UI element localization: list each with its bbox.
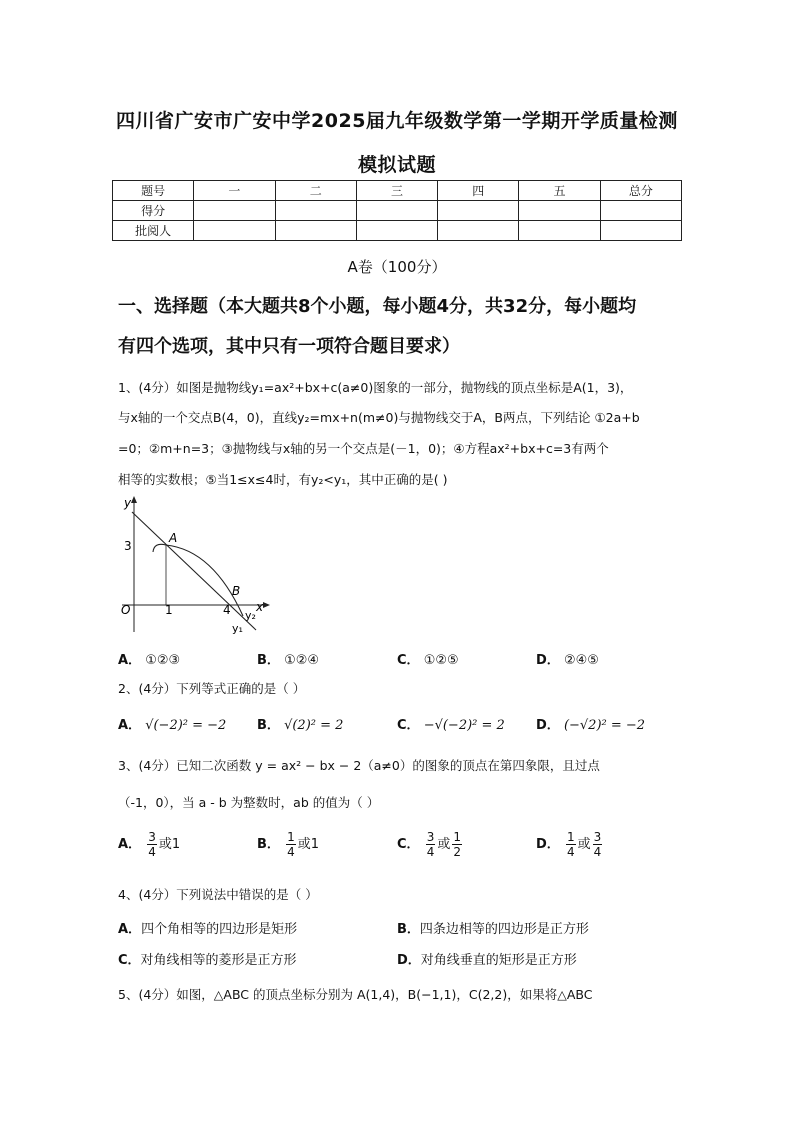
fraction-numerator: 1 xyxy=(287,830,295,844)
q2-option-d[interactable] xyxy=(536,714,645,733)
score-header-cell: 五 xyxy=(519,181,600,201)
q1-line: 与x轴的一个交点B(4，0)，直线y₂=mx+n(m≠0)与抛物线交于A，B两点，下列结论 ①2a+b xyxy=(118,410,640,425)
option-text: 四个角相等的四边形是矩形 xyxy=(141,922,298,937)
score-cell xyxy=(356,201,437,221)
q5-line1: 5、(4分）如图，△ABC 的顶点坐标分别为 A(1,4)，B(−1,1)，C(2,2)，如果将△ABC xyxy=(118,987,593,1002)
score-header-cell: 一 xyxy=(194,181,275,201)
score-cell xyxy=(194,201,275,221)
score-cell xyxy=(356,221,437,241)
q4-option-a[interactable] xyxy=(118,918,297,937)
fraction-denominator: 4 xyxy=(287,845,295,859)
graph-label-y1: y₁ xyxy=(232,622,243,635)
q1-graph xyxy=(118,492,278,637)
score-row-label: 批阅人 xyxy=(113,221,194,241)
fraction-numerator: 1 xyxy=(566,830,575,844)
y-axis-arrow-icon xyxy=(131,496,137,503)
option-letter: C． xyxy=(397,837,420,852)
q2-option-a[interactable] xyxy=(118,714,226,733)
option-text: √(−2)² = −2 xyxy=(145,718,227,733)
fraction-denominator: 4 xyxy=(566,845,575,859)
score-cell xyxy=(438,201,519,221)
q4-option-d[interactable] xyxy=(397,949,577,968)
option-tail: 1 xyxy=(171,837,181,852)
option-letter: A． xyxy=(118,922,142,937)
option-text: ①②④ xyxy=(284,653,320,668)
score-header-cell: 题号 xyxy=(113,181,194,201)
option-letter: C． xyxy=(118,953,141,968)
option-letter: C． xyxy=(397,653,420,668)
exam-title-line1: 四川省广安市广安中学2025届九年级数学第一学期开学质量检测 xyxy=(116,110,678,132)
option-text: ②④⑤ xyxy=(563,653,599,668)
fraction-numerator: 3 xyxy=(148,830,156,844)
score-table-row xyxy=(113,201,682,221)
fraction-numerator: 1 xyxy=(453,830,461,844)
graph-point-b: B xyxy=(232,584,241,598)
score-table-header-row xyxy=(113,181,682,201)
score-header-cell: 三 xyxy=(356,181,437,201)
fraction-denominator: 4 xyxy=(593,845,602,859)
q1-option-d[interactable] xyxy=(536,649,599,668)
option-letter: D． xyxy=(536,837,560,852)
graph-origin-label: O xyxy=(121,603,131,617)
q2-stem: 2、(4分）下列等式正确的是（ ） xyxy=(118,681,306,696)
fraction xyxy=(593,830,603,859)
q3-option-c[interactable] xyxy=(397,830,464,859)
option-letter: C． xyxy=(397,718,420,733)
score-header-cell: 二 xyxy=(275,181,356,201)
option-letter: D． xyxy=(536,653,560,668)
option-letter: B． xyxy=(397,922,420,937)
part1-heading-line2: 有四个选项，其中只有一项符合题目要求） xyxy=(118,336,460,357)
q2-option-c[interactable] xyxy=(397,714,505,733)
fraction-denominator: 4 xyxy=(148,845,156,859)
option-letter: B． xyxy=(257,718,280,733)
q3-line2: （-1，0），当 a - b 为整数时，ab 的值为（ ） xyxy=(118,795,380,810)
score-table-row xyxy=(113,221,682,241)
graph-tick-1: 1 xyxy=(165,603,173,617)
option-text: 四条边相等的四边形是正方形 xyxy=(419,922,589,937)
q4-stem: 4、(4分）下列说法中错误的是（ ） xyxy=(118,887,318,902)
q3-option-d[interactable] xyxy=(536,830,604,859)
q4-option-b[interactable] xyxy=(397,918,589,937)
option-text: ①②⑤ xyxy=(423,653,459,668)
q1-option-a[interactable] xyxy=(118,649,180,668)
score-cell xyxy=(519,201,600,221)
option-text: √(2)² = 2 xyxy=(284,718,344,733)
line-y2 xyxy=(132,512,256,630)
graph-tick-4: 4 xyxy=(223,603,231,617)
option-or: 或 xyxy=(437,837,451,852)
score-row-label: 得分 xyxy=(113,201,194,221)
option-letter: B． xyxy=(257,653,280,668)
q1-line: =0；②m+n=3；③抛物线与x轴的另一个交点是(－1，0)；④方程ax²+bx+c=3有两个 xyxy=(118,441,609,456)
fraction-numerator: 3 xyxy=(426,830,435,844)
q1-line: 相等的实数根；⑤当1≤x≤4时，有y₂<y₁，其中正确的是( ) xyxy=(118,472,448,487)
score-header-cell: 总分 xyxy=(600,181,681,201)
score-header-cell: 四 xyxy=(438,181,519,201)
option-or: 或 xyxy=(577,837,591,852)
option-or: 或 xyxy=(158,837,172,852)
option-text: (−√2)² = −2 xyxy=(563,718,646,733)
q1-line: 1、(4分）如图是抛物线y₁=ax²+bx+c(a≠0)图象的一部分，抛物线的顶点坐标是A(1，3)， xyxy=(118,380,633,395)
option-letter: D． xyxy=(536,718,560,733)
option-letter: D． xyxy=(397,953,421,968)
graph-tick-3: 3 xyxy=(124,539,132,553)
q3-option-a[interactable] xyxy=(118,830,180,859)
section-a-title: A卷（100分） xyxy=(347,258,447,276)
exam-title-line2: 模拟试题 xyxy=(357,154,436,176)
x-axis-arrow-icon xyxy=(263,602,270,608)
option-letter: A． xyxy=(118,718,142,733)
fraction xyxy=(566,830,576,859)
fraction-denominator: 2 xyxy=(453,845,461,859)
score-cell xyxy=(275,221,356,241)
option-text: −√(−2)² = 2 xyxy=(423,718,505,733)
score-cell xyxy=(600,221,681,241)
option-text: 对角线垂直的矩形是正方形 xyxy=(420,953,577,968)
fraction xyxy=(426,830,436,859)
score-table xyxy=(112,180,682,241)
q4-option-c[interactable] xyxy=(118,949,297,968)
q3-line1: 3、(4分）已知二次函数 y = ax² − bx − 2（a≠0）的图象的顶点在第四象限，且过点 xyxy=(118,758,600,773)
option-tail: 1 xyxy=(310,837,319,852)
score-cell xyxy=(600,201,681,221)
graph-x-label: x xyxy=(256,600,264,614)
option-letter: A． xyxy=(118,653,142,668)
option-text: ①②③ xyxy=(145,653,181,668)
score-cell xyxy=(438,221,519,241)
q3-option-b[interactable] xyxy=(257,830,319,859)
score-cell xyxy=(275,201,356,221)
part1-heading-line1: 一、选择题（本大题共8个小题，每小题4分，共32分，每小题均 xyxy=(118,296,637,317)
q2-option-b[interactable] xyxy=(257,714,343,733)
fraction-numerator: 3 xyxy=(593,830,602,844)
option-letter: A． xyxy=(118,837,142,852)
graph-y-label: y xyxy=(124,496,132,510)
fraction-denominator: 4 xyxy=(426,845,435,859)
fraction xyxy=(286,830,296,859)
score-cell xyxy=(519,221,600,241)
graph-label-y2: y₂ xyxy=(245,609,256,622)
option-or: 或 xyxy=(297,837,311,852)
score-cell xyxy=(194,221,275,241)
option-text: 对角线相等的菱形是正方形 xyxy=(140,953,297,968)
fraction xyxy=(147,830,157,859)
q1-option-b[interactable] xyxy=(257,649,319,668)
option-letter: B． xyxy=(257,837,280,852)
fraction xyxy=(452,830,462,859)
q1-option-c[interactable] xyxy=(397,649,459,668)
graph-point-a: A xyxy=(169,531,178,545)
